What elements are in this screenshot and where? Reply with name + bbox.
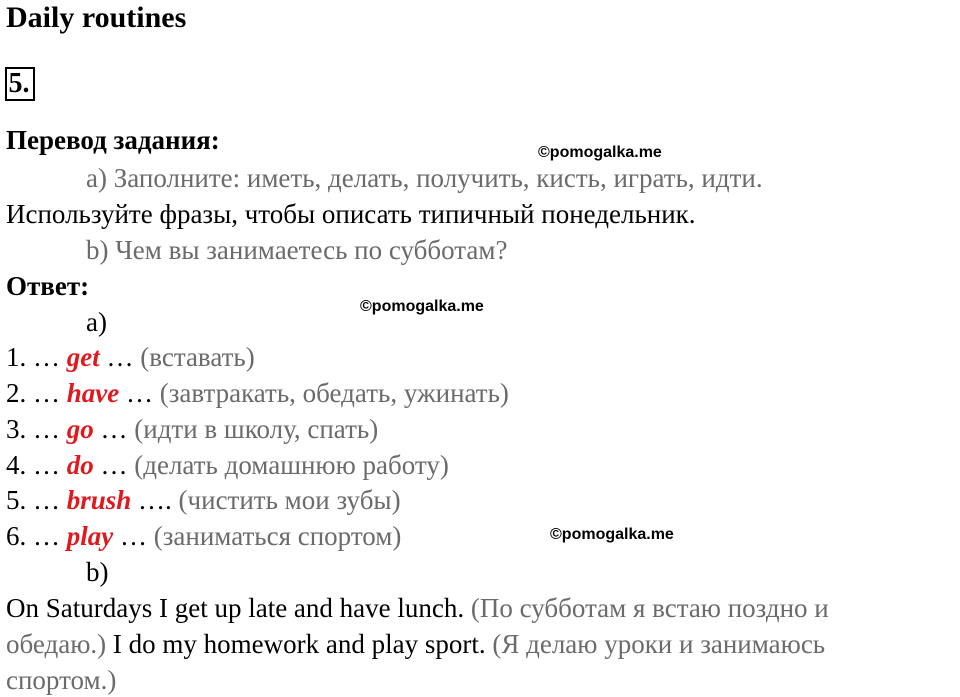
- answer-item: 4. … do … (делать домашнюю работу): [6, 450, 449, 480]
- translation-heading: Перевод задания:: [6, 125, 220, 155]
- part-b-line2: обедаю.) I do my homework and play sport. (Я делаю уроки и занимаюсь: [6, 629, 826, 659]
- answer-keyword: brush: [66, 485, 132, 515]
- part-b-english-2: I do my homework and play sport.: [112, 629, 486, 659]
- answer-item: 6. … play … (заниматься спортом): [6, 521, 402, 551]
- answer-keyword: have: [66, 378, 120, 408]
- answer-item: 1. … get … (вставать): [6, 342, 255, 372]
- watermark-2: ©pomogalka.me: [360, 298, 484, 315]
- translation-b-line: b) Чем вы занимаетесь по субботам?: [86, 235, 508, 265]
- answer-item: 3. … go … (идти в школу, спать): [6, 414, 379, 444]
- translation-a-line2: Используйте фразы, чтобы описать типичный понедельник.: [6, 199, 696, 229]
- answer-item: 5. … brush …. (чистить мои зубы): [6, 485, 401, 515]
- part-b-russian-1: (По субботам я встаю поздно и: [470, 593, 829, 623]
- exercise-number-box: 5.: [5, 67, 35, 101]
- answer-keyword: do: [66, 450, 94, 480]
- part-b-line1: [6, 592, 829, 624]
- page-title: Daily routines: [6, 1, 187, 34]
- answer-keyword: go: [66, 414, 94, 444]
- part-a-label: a): [86, 307, 107, 337]
- part-b-english-1: On Saturdays I get up late and have lunch.: [6, 593, 465, 623]
- part-b-line3: спортом.): [6, 665, 117, 695]
- part-b-label: b): [86, 557, 109, 587]
- translation-a-line1: a) Заполните: иметь, делать, получить, кисть, играть, идти.: [86, 163, 763, 193]
- watermark-1: ©pomogalka.me: [538, 144, 662, 161]
- answer-heading: Ответ:: [6, 271, 90, 301]
- answer-item: 2. … have … (завтракать, обедать, ужинать): [6, 378, 509, 408]
- watermark-3: ©pomogalka.me: [550, 526, 674, 543]
- answer-keyword: play: [66, 521, 114, 551]
- part-b-russian-2: (Я делаю уроки и занимаюсь: [492, 629, 826, 659]
- answer-keyword: get: [66, 342, 100, 372]
